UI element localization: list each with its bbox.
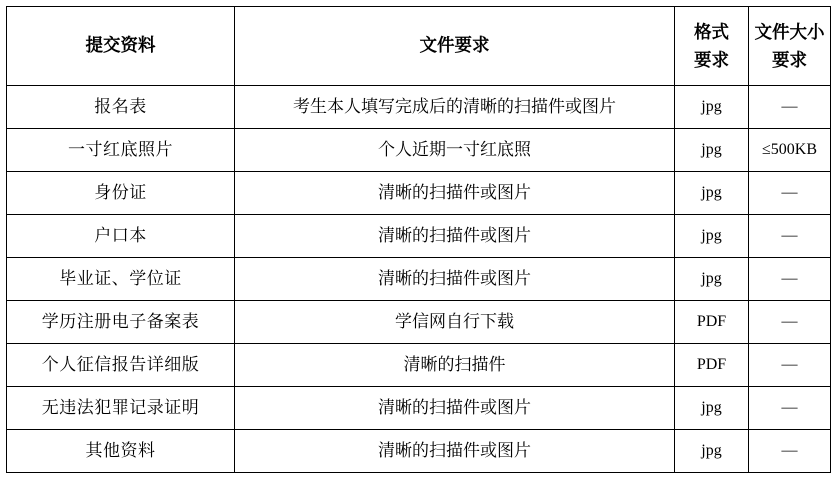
- cell-item: 一寸红底照片: [7, 129, 235, 172]
- table-body: [7, 86, 831, 473]
- cell-item: 其他资料: [7, 430, 235, 473]
- table-row: [7, 215, 831, 258]
- cell-size: ≤500KB: [749, 129, 831, 172]
- cell-requirement: 清晰的扫描件或图片: [235, 430, 675, 473]
- table-row: [7, 344, 831, 387]
- cell-size: —: [749, 215, 831, 258]
- cell-requirement: 个人近期一寸红底照: [235, 129, 675, 172]
- cell-requirement: 清晰的扫描件或图片: [235, 172, 675, 215]
- cell-format: jpg: [675, 172, 749, 215]
- table-row: [7, 258, 831, 301]
- cell-format: PDF: [675, 301, 749, 344]
- cell-requirement: 清晰的扫描件或图片: [235, 387, 675, 430]
- cell-size: —: [749, 258, 831, 301]
- cell-requirement: 清晰的扫描件或图片: [235, 215, 675, 258]
- table-row: [7, 387, 831, 430]
- cell-item: 毕业证、学位证: [7, 258, 235, 301]
- table-row: [7, 86, 831, 129]
- cell-size: —: [749, 301, 831, 344]
- table-header: [7, 7, 831, 86]
- cell-size: —: [749, 344, 831, 387]
- cell-requirement: 学信网自行下载: [235, 301, 675, 344]
- cell-format: jpg: [675, 215, 749, 258]
- column-header-size-line2: 要求: [772, 50, 807, 70]
- cell-size: —: [749, 387, 831, 430]
- cell-requirement: 考生本人填写完成后的清晰的扫描件或图片: [235, 86, 675, 129]
- cell-item: 报名表: [7, 86, 235, 129]
- cell-requirement: 清晰的扫描件: [235, 344, 675, 387]
- document-page: [0, 6, 836, 485]
- cell-format: jpg: [675, 430, 749, 473]
- cell-size: —: [749, 430, 831, 473]
- cell-requirement: 清晰的扫描件或图片: [235, 258, 675, 301]
- cell-format: PDF: [675, 344, 749, 387]
- cell-item: 个人征信报告详细版: [7, 344, 235, 387]
- column-header-item: 提交资料: [7, 7, 235, 86]
- cell-item: 学历注册电子备案表: [7, 301, 235, 344]
- cell-size: —: [749, 86, 831, 129]
- table-header-row: [7, 7, 831, 86]
- column-header-format: [675, 7, 749, 86]
- column-header-size: [749, 7, 831, 86]
- column-header-format-line2: 要求: [694, 50, 729, 70]
- table-row: [7, 430, 831, 473]
- cell-size: —: [749, 172, 831, 215]
- cell-item: 户口本: [7, 215, 235, 258]
- cell-item: 身份证: [7, 172, 235, 215]
- table-row: [7, 172, 831, 215]
- cell-format: jpg: [675, 258, 749, 301]
- cell-format: jpg: [675, 387, 749, 430]
- submission-requirements-table: [6, 6, 831, 473]
- column-header-requirement: 文件要求: [235, 7, 675, 86]
- table-row: [7, 301, 831, 344]
- table-row: [7, 129, 831, 172]
- cell-format: jpg: [675, 86, 749, 129]
- cell-item: 无违法犯罪记录证明: [7, 387, 235, 430]
- cell-format: jpg: [675, 129, 749, 172]
- column-header-size-line1: 文件大小: [754, 22, 825, 42]
- column-header-format-line1: 格式: [694, 22, 729, 42]
